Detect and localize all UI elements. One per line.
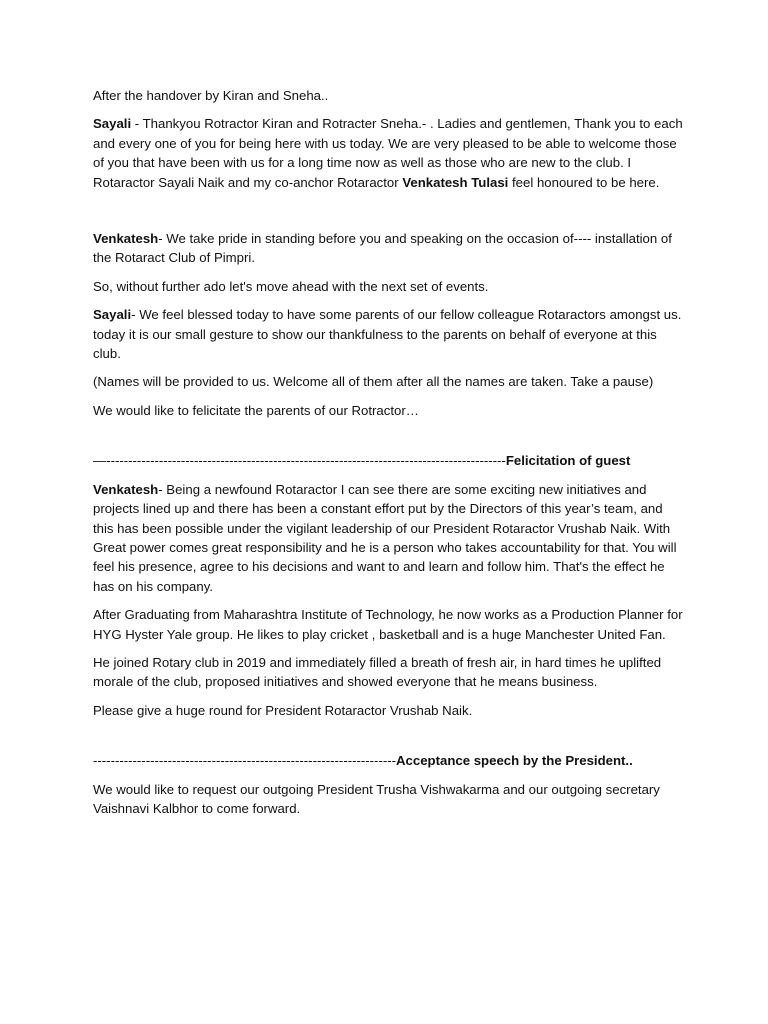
speaker-name: Sayali (93, 116, 132, 132)
paragraph-text-end: feel honoured to be here. (508, 174, 660, 190)
speaker-name: Venkatesh (93, 481, 159, 497)
section-heading-acceptance (93, 751, 683, 770)
spacer (93, 201, 683, 229)
paragraph-handover: After the handover by Kiran and Sneha.. (93, 88, 329, 103)
paragraph-request: We would like to request our outgoing President Trusha Vishwakarma and our outgoing secretary Vaishnavi Kalbhor to come forward. (93, 781, 660, 816)
paragraph-text: - We feel blessed today to have some parents of our fellow colleague Rotaractors amongst us. today it is our small gesture to show our thankfulness to the parents on behalf of everyone at this club. (93, 307, 682, 362)
paragraph-venkatesh-pride (93, 229, 683, 268)
paragraph-sayali-blessed (93, 305, 683, 363)
paragraph-text: - Thankyou Rotractor Kiran and Rotracter Sneha.- . Ladies and gentlemen, Thank you to each and every one of you for being here with us today. We are very pleased to be able to welcome those of you that have been with us for a long time now as well as those who are new to the club. I Rotaractor Sayali Naik and my co-anchor Rotaractor (93, 116, 683, 190)
paragraph-sayali-intro (93, 114, 683, 192)
paragraph-text: - Being a newfound Rotaractor I can see there are some exciting new initiatives and projects lined up and there has been a constant effort put by the Directors of this year’s team, and this has been possible under the vigilant leadership of our President Rotaractor Vrushab Naik. With Great power comes great responsibility and he is a person who takes accountability for that. You will feel his presence, agree to his decisions and want to and learn and follow him. That's the effect he has on his company. (93, 481, 677, 594)
speaker-name: Sayali (93, 307, 132, 323)
section-title: Acceptance speech by the President.. (396, 753, 633, 769)
section-dashes: --------------------------------------------------------------------- (93, 753, 397, 769)
paragraph-round: Please give a huge round for President Rotaractor Vrushab Naik. (93, 702, 473, 718)
spacer (93, 729, 683, 751)
paragraph-venkatesh-newfound (93, 480, 683, 596)
paragraph-graduating: After Graduating from Maharashtra Institute of Technology, he now works as a Production Planner for HYG Hyster Yale group. He likes to play cricket , basketball and is a huge Manchester United Fan. (93, 607, 683, 642)
paragraph-felicitate-parents: We would like to felicitate the parents of our Rotractor… (93, 402, 419, 418)
coanchor-name: Venkatesh Tulasi (402, 174, 509, 190)
section-heading-felicitation (93, 451, 683, 470)
section-title: Felicitation of guest (505, 453, 631, 469)
paragraph-joined: He joined Rotary club in 2019 and immediately filled a breath of fresh air, in hard times he uplifted morale of the club, proposed initiatives and showed everyone that he means business. (93, 654, 662, 690)
document-body (93, 86, 683, 827)
paragraph-ado: So, without further ado let's move ahead with the next set of events. (93, 278, 489, 294)
speaker-name: Venkatesh (93, 231, 159, 247)
paragraph-names-note: (Names will be provided to us. Welcome all of them after all the names are taken. Take a pause) (93, 374, 654, 390)
paragraph-text: - We take pride in standing before you and speaking on the occasion of---- installation of the Rotaract Club of Pimpri. (93, 231, 672, 266)
spacer (93, 429, 683, 451)
section-dashes: —------------------------------------------------------------------------------------------- (93, 453, 506, 469)
